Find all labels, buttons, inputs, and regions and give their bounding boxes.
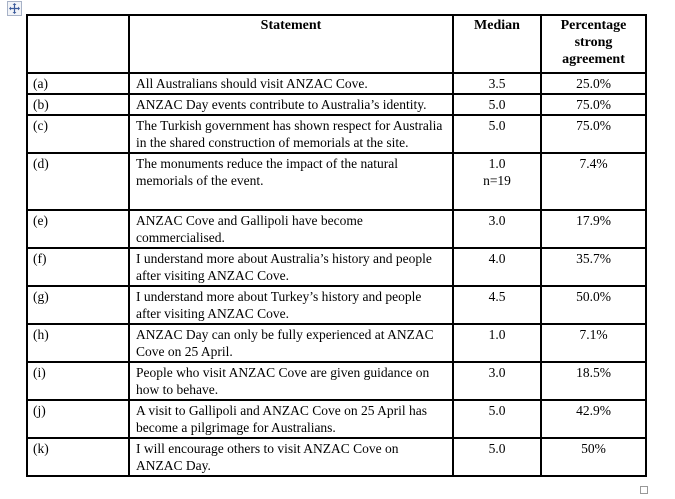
header-percentage[interactable]: Percentage strong agreement [541, 15, 646, 73]
row-median[interactable] [453, 73, 541, 94]
row-statement[interactable]: All Australians should visit ANZAC Cove. [129, 73, 453, 94]
table-row [27, 400, 646, 438]
row-percentage[interactable]: 50.0% [541, 286, 646, 324]
row-percentage[interactable]: 7.4% [541, 153, 646, 210]
row-label[interactable]: (e) [27, 210, 129, 248]
median-value: 4.5 [488, 289, 506, 304]
row-median[interactable] [453, 248, 541, 286]
table-header-row [27, 15, 646, 73]
row-statement[interactable]: ANZAC Day can only be fully experienced at ANZAC Cove on 25 April. [129, 324, 453, 362]
row-median[interactable] [453, 210, 541, 248]
row-statement[interactable]: The monuments reduce the impact of the natural memorials of the event. [129, 153, 453, 210]
median-value: 1.0 [488, 327, 506, 342]
table-row [27, 73, 646, 94]
table-row [27, 94, 646, 115]
row-label[interactable]: (h) [27, 324, 129, 362]
table-row [27, 210, 646, 248]
row-median[interactable] [453, 324, 541, 362]
row-percentage[interactable]: 35.7% [541, 248, 646, 286]
row-statement[interactable]: ANZAC Day events contribute to Australia’s identity. [129, 94, 453, 115]
row-label[interactable]: (c) [27, 115, 129, 153]
header-median[interactable]: Median [453, 15, 541, 73]
row-median[interactable] [453, 286, 541, 324]
row-statement[interactable]: ANZAC Cove and Gallipoli have become commercialised. [129, 210, 453, 248]
row-median[interactable] [453, 400, 541, 438]
row-percentage[interactable]: 42.9% [541, 400, 646, 438]
survey-results-table [26, 14, 647, 477]
row-percentage[interactable]: 7.1% [541, 324, 646, 362]
table-row [27, 153, 646, 210]
row-percentage[interactable]: 50% [541, 438, 646, 476]
row-median[interactable] [453, 115, 541, 153]
row-label[interactable]: (g) [27, 286, 129, 324]
header-empty-cell[interactable] [27, 15, 129, 73]
median-value: 5.0 [488, 441, 506, 456]
header-statement[interactable]: Statement [129, 15, 453, 73]
row-statement[interactable]: People who visit ANZAC Cove are given guidance on how to behave. [129, 362, 453, 400]
row-statement[interactable]: I understand more about Australia’s history and people after visiting ANZAC Cove. [129, 248, 453, 286]
table-row [27, 248, 646, 286]
table-row [27, 286, 646, 324]
row-label[interactable]: (a) [27, 73, 129, 94]
table-row [27, 324, 646, 362]
row-label[interactable]: (d) [27, 153, 129, 210]
median-value: 5.0 [488, 97, 506, 112]
table-resize-handle[interactable] [640, 486, 648, 494]
table-move-handle[interactable] [7, 1, 22, 16]
row-median[interactable] [453, 94, 541, 115]
row-statement[interactable]: The Turkish government has shown respect for Australia in the shared construction of memorials at the site. [129, 115, 453, 153]
row-median[interactable] [453, 438, 541, 476]
row-percentage[interactable]: 25.0% [541, 73, 646, 94]
median-value: 3.0 [488, 213, 506, 228]
row-label[interactable]: (f) [27, 248, 129, 286]
row-statement[interactable]: I understand more about Turkey’s history and people after visiting ANZAC Cove. [129, 286, 453, 324]
median-value: 4.0 [488, 251, 506, 266]
median-note: n=19 [483, 173, 511, 188]
move-icon [9, 3, 20, 14]
median-value: 3.5 [488, 76, 506, 91]
median-value: 1.0 [488, 156, 506, 171]
table-row [27, 115, 646, 153]
row-percentage[interactable]: 75.0% [541, 94, 646, 115]
table-row [27, 362, 646, 400]
row-statement[interactable]: I will encourage others to visit ANZAC Cove on ANZAC Day. [129, 438, 453, 476]
row-label[interactable]: (i) [27, 362, 129, 400]
row-label[interactable]: (k) [27, 438, 129, 476]
median-value: 5.0 [488, 118, 506, 133]
row-statement[interactable]: A visit to Gallipoli and ANZAC Cove on 25 April has become a pilgrimage for Australians. [129, 400, 453, 438]
median-value: 3.0 [488, 365, 506, 380]
table-row [27, 438, 646, 476]
row-percentage[interactable]: 17.9% [541, 210, 646, 248]
median-value: 5.0 [488, 403, 506, 418]
row-label[interactable]: (b) [27, 94, 129, 115]
row-percentage[interactable]: 75.0% [541, 115, 646, 153]
row-median[interactable] [453, 153, 541, 210]
row-label[interactable]: (j) [27, 400, 129, 438]
row-percentage[interactable]: 18.5% [541, 362, 646, 400]
row-median[interactable] [453, 362, 541, 400]
